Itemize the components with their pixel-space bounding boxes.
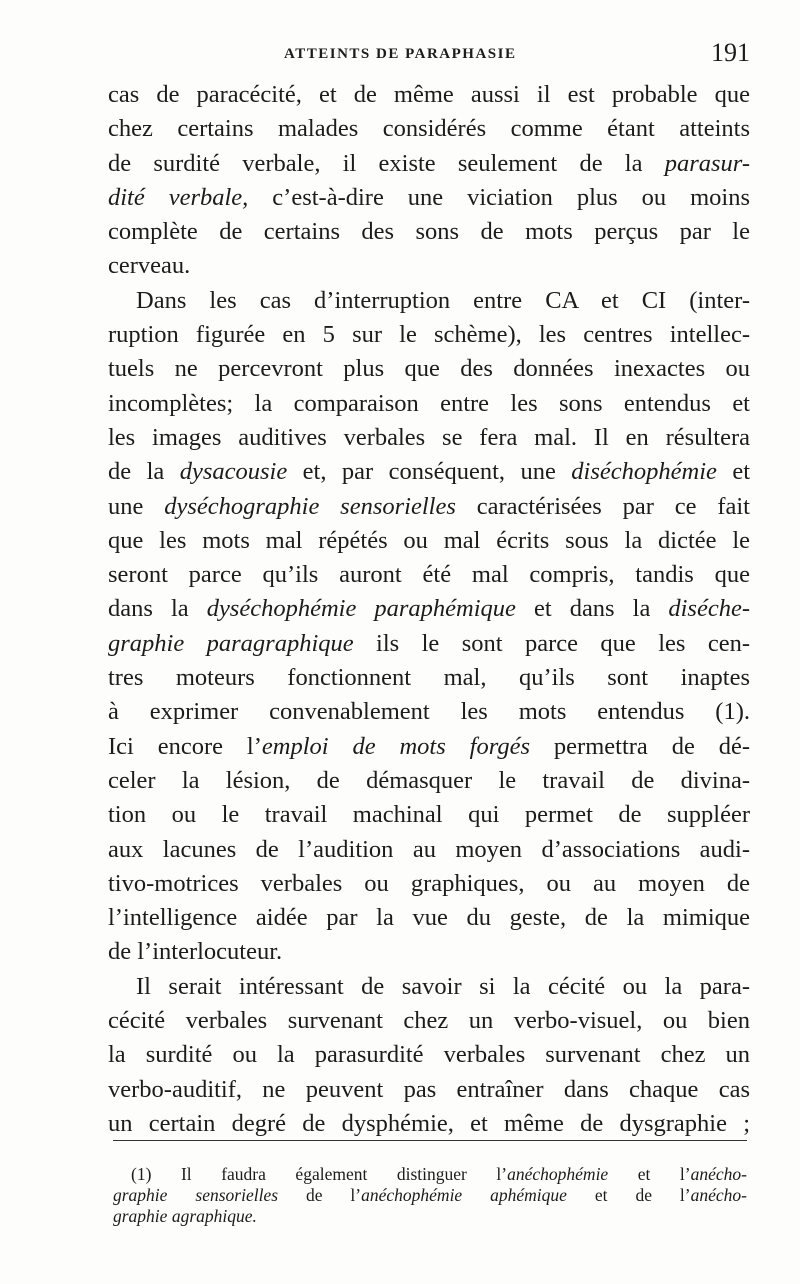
- text-segment: (1) Il faudra également distinguer l’: [131, 1164, 508, 1184]
- body-text: [108, 78, 750, 1141]
- footnote-line: [113, 1206, 747, 1227]
- text-line: [108, 352, 750, 386]
- italic-text: graphie paragraphique: [108, 629, 354, 657]
- text-segment: tres moteurs fonctionnent mal, qu’ils sont inaptes: [108, 664, 750, 692]
- text-line: [108, 695, 750, 729]
- italic-text: parasur-: [664, 149, 750, 177]
- text-line: [108, 318, 750, 352]
- text-segment: et: [716, 458, 751, 486]
- text-segment: la surdité ou la parasurdité verbales survenant chez un: [108, 1041, 750, 1069]
- text-segment: complète de certains des sons de mots perçus par le: [108, 218, 750, 246]
- text-segment: chez certains malades considérés comme étant atteints: [108, 115, 750, 143]
- text-segment: les images auditives verbales se fera mal. Il en résultera: [108, 423, 750, 451]
- text-segment: tion ou le travail machinal qui permet de suppléer: [108, 801, 750, 829]
- text-segment: de la: [108, 458, 180, 486]
- text-line: [108, 730, 750, 764]
- text-segment: l’intelligence aidée par la vue du geste, de la mimique: [108, 904, 750, 932]
- text-line: [108, 78, 750, 112]
- text-segment: et dans la: [515, 595, 669, 623]
- text-segment: tuels ne percevront plus que des données inexactes ou: [108, 355, 750, 383]
- text-line: [108, 558, 750, 592]
- text-segment: verbo-auditif, ne peuvent pas entraîner dans chaque cas: [108, 1075, 750, 1103]
- text-line: [108, 867, 750, 901]
- footnote-divider: [113, 1140, 747, 1141]
- text-line: [108, 970, 750, 1004]
- text-line: [108, 112, 750, 146]
- italic-text: diséche-: [668, 595, 750, 623]
- italic-text: dyséchographie sensorielles: [164, 492, 456, 520]
- footnote: [113, 1164, 747, 1227]
- italic-text: dité verbale,: [108, 183, 249, 211]
- italic-text: graphie sensorielles: [113, 1185, 279, 1205]
- italic-text: dysacousie: [179, 458, 288, 486]
- footnote-line: [113, 1164, 747, 1185]
- text-segment: tivo-motrices verbales ou graphiques, ou au moyen de: [108, 869, 750, 897]
- text-line: [108, 249, 750, 283]
- italic-text: anéchophémie aphémique: [361, 1185, 567, 1205]
- text-line: [108, 387, 750, 421]
- text-segment: aux lacunes de l’audition au moyen d’associations audi-: [108, 835, 750, 863]
- page-header: [108, 38, 750, 78]
- text-line: [108, 901, 750, 935]
- text-segment: c’est-à-dire une viciation plus ou moins: [248, 183, 751, 211]
- italic-text: anécho-: [690, 1164, 747, 1184]
- text-line: [108, 935, 750, 969]
- text-segment: cas de paracécité, et de même aussi il est probable que: [108, 81, 750, 108]
- italic-text: emploi de mots forgés: [261, 732, 531, 760]
- text-line: [108, 1073, 750, 1107]
- text-line: [108, 147, 750, 181]
- text-segment: de l’: [278, 1185, 362, 1205]
- text-segment: celer la lésion, de démasquer le travail de divina-: [108, 766, 750, 794]
- text-line: [108, 833, 750, 867]
- text-line: [108, 592, 750, 626]
- text-segment: Dans les cas d’interruption entre CA et CI (inter-: [136, 286, 750, 314]
- text-segment: Il serait intéressant de savoir si la cécité ou la para-: [136, 972, 750, 1000]
- text-line: [108, 764, 750, 798]
- text-line: [108, 661, 750, 695]
- text-line: [108, 490, 750, 524]
- text-line: [108, 524, 750, 558]
- italic-text: diséchophémie: [571, 458, 717, 486]
- text-line: [108, 798, 750, 832]
- italic-text: graphie agraphique.: [113, 1206, 257, 1226]
- text-segment: caractérisées par ce fait: [455, 492, 750, 520]
- text-line: [108, 1004, 750, 1038]
- text-segment: et de l’: [566, 1185, 691, 1205]
- text-line: [108, 421, 750, 455]
- text-segment: une: [108, 492, 165, 520]
- text-line: [108, 1038, 750, 1072]
- text-segment: ils le sont parce que les cen-: [353, 629, 751, 657]
- text-segment: Ici encore l’: [108, 732, 262, 760]
- running-title: ATTEINTS DE PARAPHASIE: [284, 46, 517, 62]
- text-segment: un certain degré de dysphémie, et même de dysgraphie ;: [108, 1109, 750, 1137]
- text-segment: cerveau.: [108, 252, 191, 280]
- text-segment: de surdité verbale, il existe seulement de la: [108, 149, 665, 177]
- text-line: [108, 1107, 750, 1141]
- text-segment: et l’: [608, 1164, 691, 1184]
- italic-text: dyséchophémie paraphémique: [206, 595, 516, 623]
- italic-text: anéchophémie: [507, 1164, 609, 1184]
- italic-text: anécho-: [690, 1185, 747, 1205]
- text-line: [108, 455, 750, 489]
- text-segment: permettra de dé-: [530, 732, 750, 760]
- text-line: [108, 627, 750, 661]
- text-segment: cécité verbales survenant chez un verbo-visuel, ou bien: [108, 1007, 750, 1035]
- text-segment: que les mots mal répétés ou mal écrits sous la dictée le: [108, 526, 750, 554]
- text-segment: à exprimer convenablement les mots entendus (1).: [108, 698, 750, 726]
- text-segment: ruption figurée en 5 sur le schème), les centres intellec-: [108, 321, 750, 349]
- text-line: [108, 284, 750, 318]
- text-segment: incomplètes; la comparaison entre les sons entendus et: [108, 389, 750, 417]
- text-line: [108, 215, 750, 249]
- text-segment: de l’interlocuteur.: [108, 938, 283, 966]
- footnote-line: [113, 1185, 747, 1206]
- text-segment: dans la: [108, 595, 207, 623]
- text-segment: et, par conséquent, une: [287, 458, 572, 486]
- text-line: [108, 181, 750, 215]
- text-segment: seront parce qu’ils auront été mal compris, tandis que: [108, 561, 750, 589]
- page-number: 191: [711, 38, 750, 67]
